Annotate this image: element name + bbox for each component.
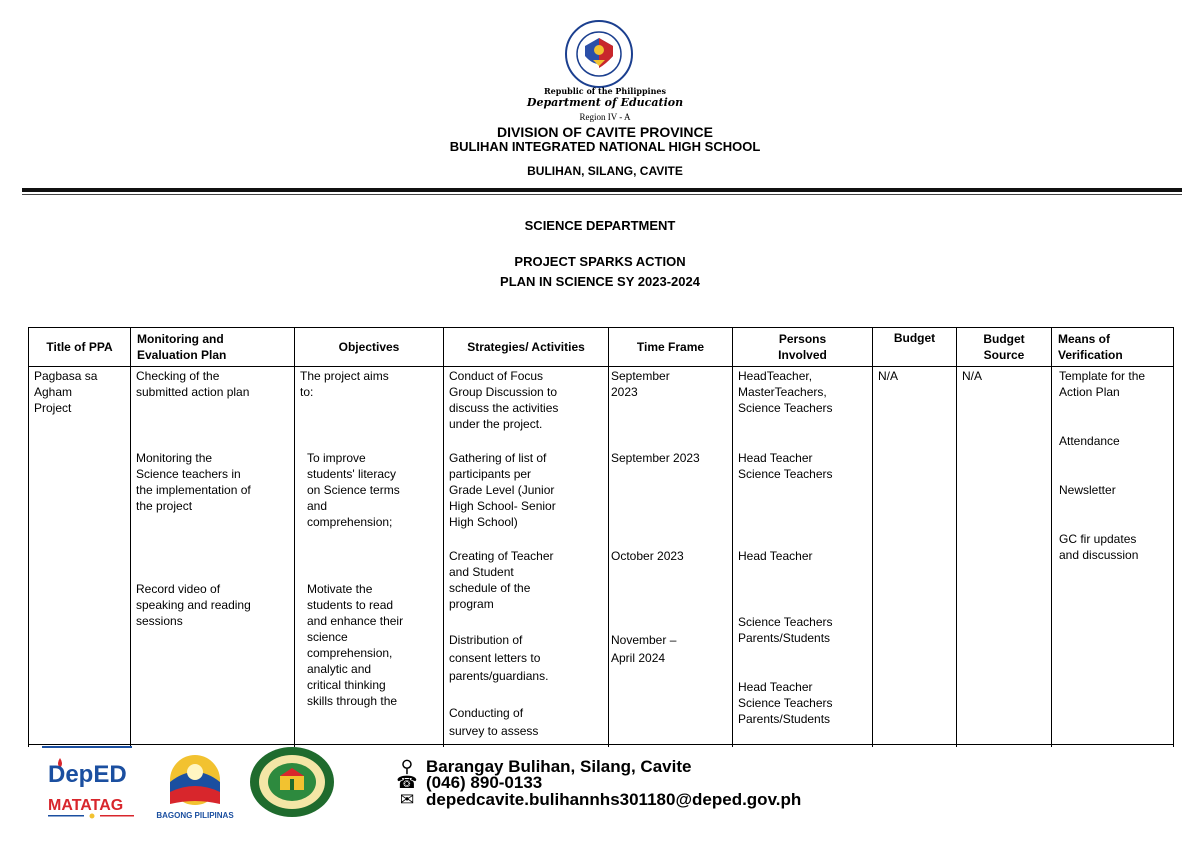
document-subtitle: PLAN IN SCIENCE SY 2023-2024: [500, 274, 700, 289]
cell-text: Head Teacher: [738, 549, 813, 563]
footer-phone: ☎ (046) 890-0133: [396, 773, 543, 792]
monitoring-cell: [131, 367, 295, 747]
deped-seal-logo: [565, 20, 633, 88]
header-divider-thin: [22, 194, 1182, 195]
table-header-row: [29, 328, 1174, 367]
title-of-ppa-cell: [29, 367, 131, 747]
footer-address: ⚲ Barangay Bulihan, Silang, Cavite: [396, 758, 691, 776]
header-divider: [22, 188, 1182, 192]
cell-text: Gathering of list of participants per Grade Level (Junior High School- Senior High School): [449, 451, 556, 529]
column-header: Monitoring and Evaluation Plan: [131, 328, 295, 367]
strategies-cell: [444, 367, 609, 747]
deped-logo-text: DepED: [48, 761, 127, 788]
section-heading: SCIENCE DEPARTMENT: [524, 218, 676, 233]
cell-text: Motivate the students to read and enhance their science comprehension, analytic and critical thinking skills through the: [307, 582, 404, 708]
time-frame-cell: [609, 367, 733, 747]
cell-text: Template for the Action Plan: [1059, 369, 1146, 399]
cell-text: Head Teacher Science Teachers Parents/Students: [738, 680, 833, 726]
telephone-icon: ☎: [396, 773, 418, 792]
cell-text: Pagbasa sa Agham Project: [34, 369, 98, 415]
cell-text: The project aims to:: [300, 369, 389, 399]
cell-text: September 2023: [611, 369, 670, 399]
cell-text: Record video of speaking and reading sessions: [136, 582, 251, 628]
school-name: BULIHAN INTEGRATED NATIONAL HIGH SCHOOL: [449, 139, 761, 154]
cell-text: November – April 2024: [611, 633, 677, 665]
footer-divider: [28, 744, 1173, 745]
objectives-cell: [295, 367, 444, 747]
location-pin-icon: ⚲: [400, 757, 414, 776]
column-header: Budget: [873, 328, 957, 367]
matatag-logo-text: MATATAG: [48, 797, 124, 814]
cell-text: October 2023: [611, 549, 684, 563]
cell-text: Attendance: [1059, 434, 1120, 448]
republic-text: Republic of the Philippines: [543, 86, 666, 96]
cell-text: Newsletter: [1059, 483, 1116, 497]
envelope-icon: ✉: [399, 790, 415, 809]
column-header: Means of Verification: [1052, 328, 1174, 367]
deped-matatag-logo: [46, 752, 138, 822]
budget-cell: [873, 367, 957, 747]
cell-text: Conduct of Focus Group Discussion to discuss the activities under the project.: [449, 369, 559, 431]
action-plan-table: [28, 327, 1174, 747]
verification-cell: [1052, 367, 1174, 747]
cell-text: Conducting of survey to assess: [449, 706, 539, 738]
cell-text: Science Teachers Parents/Students: [738, 615, 833, 645]
region-text: Region IV - A: [579, 112, 631, 122]
cell-text: N/A: [878, 369, 899, 383]
cell-text: To improve students' literacy on Science terms and comprehension;: [307, 451, 400, 529]
cell-text: GC fir updates and discussion: [1059, 532, 1139, 562]
column-header: Persons Involved: [733, 328, 873, 367]
column-header: Objectives: [295, 328, 444, 367]
cell-text: Monitoring the Science teachers in the implementation of the project: [136, 451, 251, 513]
cell-text: HeadTeacher, MasterTeachers, Science Teachers: [738, 369, 833, 415]
cell-text: Checking of the submitted action plan: [136, 369, 250, 399]
cell-text: N/A: [962, 369, 983, 383]
cell-text: September 2023: [611, 451, 700, 465]
cell-text: Creating of Teacher and Student schedule of the program: [449, 549, 554, 611]
budget-source-cell: [957, 367, 1052, 747]
bagong-pilipinas-text: BAGONG PILIPINAS: [156, 811, 234, 820]
column-header: Title of PPA: [29, 328, 131, 367]
cell-text: Head Teacher Science Teachers: [738, 451, 833, 481]
column-header: Budget Source: [957, 328, 1052, 367]
bagong-pilipinas-logo: [150, 752, 240, 822]
school-address: BULIHAN, SILANG, CAVITE: [527, 164, 683, 178]
school-seal-logo: [248, 746, 336, 818]
column-header: Time Frame: [609, 328, 733, 367]
persons-cell: [733, 367, 873, 747]
cell-text: Distribution of consent letters to parents/guardians.: [449, 633, 549, 683]
column-header: Strategies/ Activities: [444, 328, 609, 367]
footer-accent-line: [42, 746, 132, 748]
footer-email: ✉ depedcavite.bulihannhs301180@deped.gov.ph: [396, 791, 801, 809]
division-name: DIVISION OF CAVITE PROVINCE: [497, 124, 713, 140]
department-name: Department of Education: [526, 96, 684, 109]
document-title: PROJECT SPARKS ACTION: [514, 254, 686, 269]
table-row: [29, 367, 1174, 747]
